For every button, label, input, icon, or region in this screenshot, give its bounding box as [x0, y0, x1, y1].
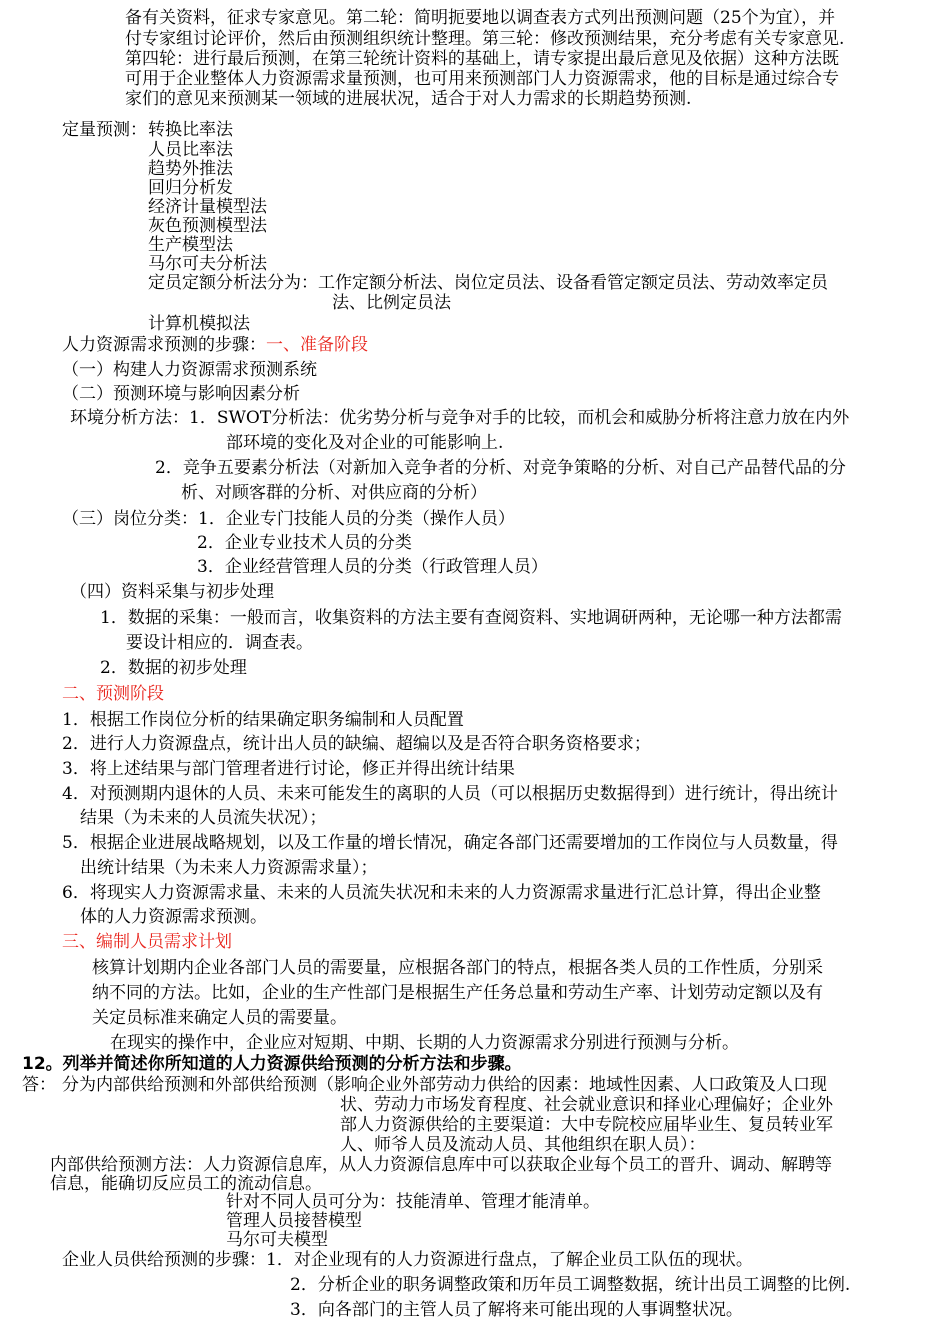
forecast-step-4: 4．对预测期内退休的人员、未来可能发生的离职的人员（可以根据历史数据得到）进行统计，得出统计: [62, 784, 838, 804]
supply-step-2: 2．分析企业的职务调整政策和历年员工调整数据，统计出员工调整的比例.: [290, 1275, 851, 1295]
intro-line-4: 可用于企业整体人力资源需求量预测，也可用来预测部门人力资源需求，他的目标是通过综合专: [125, 69, 839, 89]
plan-line-3: 关定员标准来确定人员的需要量。: [92, 1008, 347, 1028]
intro-line-5: 家们的意见来预测某一领域的进展状况，适合于对人力需求的长期趋势预测.: [125, 89, 692, 109]
internal-line-1: 内部供给预测方法：人力资源信息库，从人力资源信息库中可以获取企业每个员工的晋升、调动、解聘等: [50, 1155, 832, 1175]
supply-step-3: 3．向各部门的主管人员了解将来可能出现的人事调整状况。: [290, 1300, 743, 1320]
forecast-step-3: 3．将上述结果与部门管理者进行讨论，修正并得出统计结果: [62, 759, 515, 779]
env-method-1-cont: 部环境的变化及对企业的可能影响上.: [226, 433, 504, 453]
simulation-method: 计算机模拟法: [148, 314, 250, 334]
stage-2-title: 二、预测阶段: [62, 684, 164, 704]
intro-line-3: 第四轮：进行最后预测，在第三轮统计资料的基础上，请专家提出最后意见及依据）这种方法既: [125, 49, 839, 69]
supply-step-1: 1．对企业现有的人力资源进行盘点，了解企业员工队伍的现状。: [266, 1250, 753, 1270]
internal-line-2: 信息，能确切反应员工的流动信息。: [50, 1174, 322, 1194]
intro-line-2: 付专家组讨论评价，然后由预测组织统计整理。第三轮：修改预测结果，充分考虑有关专家意见.: [125, 29, 845, 49]
position-1: 1．企业专门技能人员的分类（操作人员）: [198, 509, 515, 529]
quota-line-2: 法、比例定员法: [332, 293, 451, 313]
answer-line-3: 部人力资源供给的主要渠道：大中专院校应届毕业生、复员转业军: [340, 1115, 833, 1135]
forecast-step-4-cont: 结果（为未来的人员流失状况）；: [80, 808, 327, 828]
data-collection-cont: 要设计相应的．调查表。: [126, 633, 313, 653]
forecast-step-2: 2．进行人力资源盘点，统计出人员的缺编、超编以及是否符合职务资格要求；: [62, 734, 651, 754]
forecast-step-5-cont: 出统计结果（为未来人力资源需求量）；: [80, 858, 378, 878]
internal-line-3: 针对不同人员可分为：技能清单、管理才能清单。: [226, 1192, 600, 1212]
quant-method: 转换比率法: [148, 120, 233, 140]
internal-line-5: 马尔可夫模型: [226, 1230, 328, 1250]
stage-1-title: 一、准备阶段: [266, 335, 368, 355]
internal-line-4: 管理人员接替模型: [226, 1211, 362, 1231]
quant-method: 回归分析发: [148, 178, 233, 198]
stage-1-item-2: （二）预测环境与影响因素分析: [62, 384, 300, 404]
stage-1-item-1: （一）构建人力资源需求预测系统: [62, 360, 317, 380]
answer-line-2: 状、劳动力市场发育程度、社会就业意识和择业心理偏好；企业外: [340, 1095, 833, 1115]
stage-1-item-4: （四）资料采集与初步处理: [70, 582, 274, 602]
quant-method: 趋势外推法: [148, 159, 233, 179]
plan-line-1: 核算计划期内企业各部门人员的需要量，应根据各部门的特点，根据各类人员的工作性质，分别采: [92, 958, 823, 978]
env-method-2-cont: 析、对顾客群的分析、对供应商的分析）: [181, 483, 487, 503]
env-method-1: 1．SWOT分析法：优劣势分析与竞争对手的比较，而机会和威胁分析将注意力放在内外: [189, 408, 850, 428]
env-method-2: 2．竞争五要素分析法（对新加入竞争者的分析、对竞争策略的分析、对自己产品替代品的分: [155, 458, 846, 478]
env-label: 环境分析方法：: [70, 408, 189, 428]
data-processing: 2．数据的初步处理: [100, 658, 247, 678]
answer-label: 答：: [22, 1075, 56, 1095]
forecast-step-5: 5．根据企业进展战略规划，以及工作量的增长情况，确定各部门还需要增加的工作岗位与人员数量，得: [62, 833, 838, 853]
env-line-1: [70, 408, 849, 428]
quota-line-1: 定员定额分析法分为：工作定额分析法、岗位定员法、设备看管定额定员法、劳动效率定员: [148, 273, 828, 293]
quant-method: 经济计量模型法: [148, 197, 267, 217]
answer-line-4: 人、师爷人员及流动人员、其他组织在职人员）：: [340, 1135, 706, 1155]
quant-method: 生产模型法: [148, 235, 233, 255]
intro-line-1: 备有关资料，征求专家意见。第二轮：简明扼要地以调查表方式列出预测问题（25个为宜），并: [125, 8, 836, 28]
forecast-step-1: 1．根据工作岗位分析的结果确定职务编制和人员配置: [62, 710, 464, 730]
position-3: 3．企业经营管理人员的分类（行政管理人员）: [197, 557, 548, 577]
question-12-title: 12。列举并简述你所知道的人力资源供给预测的分析方法和步骤。: [22, 1054, 522, 1074]
forecast-step-6-cont: 体的人力资源需求预测。: [80, 907, 267, 927]
stage-1-item-3: [62, 509, 515, 529]
plan-line-4: 在现实的操作中，企业应对短期、中期、长期的人力资源需求分别进行预测与分析。: [110, 1033, 739, 1053]
quant-label: 定量预测：: [62, 120, 147, 140]
steps-heading: [62, 335, 368, 355]
position-label: （三）岗位分类：: [62, 509, 198, 529]
forecast-step-6: 6．将现实人力资源需求量、未来的人员流失状况和未来的人力资源需求量进行汇总计算，得出企业整: [62, 883, 821, 903]
stage-3-title: 三、编制人员需求计划: [62, 932, 232, 952]
quant-method: 马尔可夫分析法: [148, 254, 267, 274]
quant-method: 人员比率法: [148, 140, 233, 160]
data-collection: 1．数据的采集：一般而言，收集资料的方法主要有查阅资料、实地调研两种，无论哪一种方法都需: [100, 608, 842, 628]
position-2: 2．企业专业技术人员的分类: [197, 533, 412, 553]
quant-method: 灰色预测模型法: [148, 216, 267, 236]
answer-line-1: 分为内部供给预测和外部供给预测（影响企业外部劳动力供给的因素：地域性因素、人口政策及人口现: [62, 1075, 827, 1095]
steps-label: 人力资源需求预测的步骤：: [62, 335, 266, 355]
plan-line-2: 纳不同的方法。比如，企业的生产性部门是根据生产任务总量和劳动生产率、计划劳动定额以及有: [92, 983, 823, 1003]
supply-step-1-row: [62, 1250, 753, 1270]
supply-steps-label: 企业人员供给预测的步骤：: [62, 1250, 266, 1270]
